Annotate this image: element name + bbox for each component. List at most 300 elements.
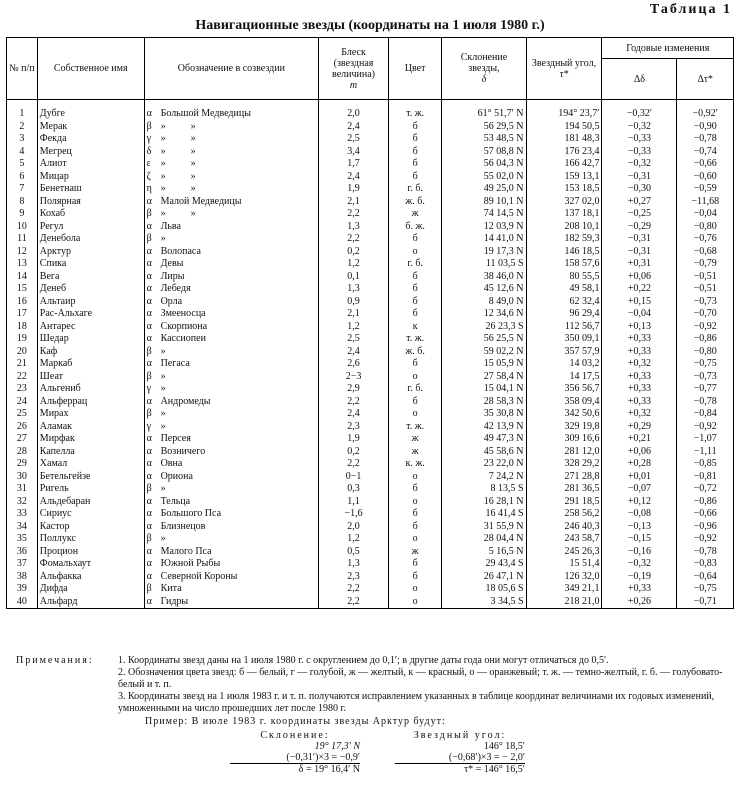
magnitude: 0−1 — [319, 471, 389, 484]
constellation: Льва — [160, 220, 181, 232]
sidereal-hour-angle: 245 26,3 — [526, 546, 602, 559]
row-number: 15 — [7, 283, 38, 296]
designation — [144, 371, 319, 384]
declination: 53 48,5 N — [442, 133, 526, 146]
designation — [144, 496, 319, 509]
star-name: Фомальхаут — [37, 558, 144, 571]
declination: 57 08,8 N — [442, 146, 526, 159]
table-row — [7, 458, 734, 471]
magnitude: 2,2 — [319, 208, 389, 221]
table-row — [7, 321, 734, 334]
magnitude: 2,9 — [319, 383, 389, 396]
row-number: 17 — [7, 308, 38, 321]
magnitude: 0,2 — [319, 446, 389, 459]
header-designation: Обозначение в созвездии — [144, 38, 319, 100]
designation — [144, 546, 319, 559]
greek-letter: β — [146, 120, 152, 132]
declination: 19 17,3 N — [442, 246, 526, 259]
row-number: 12 — [7, 246, 38, 259]
star-color: т. ж. — [388, 333, 441, 346]
declination: 8 13,5 S — [442, 483, 526, 496]
sidereal-hour-angle: 176 23,4 — [526, 146, 602, 159]
star-color: к. ж. — [388, 458, 441, 471]
designation — [144, 133, 319, 146]
star-name: Альфакка — [37, 571, 144, 584]
table-row — [7, 508, 734, 521]
magnitude: 2,2 — [319, 596, 389, 609]
star-name: Хамал — [37, 458, 144, 471]
greek-letter: α — [146, 520, 152, 532]
star-name: Альгениб — [37, 383, 144, 396]
table-row — [7, 408, 734, 421]
constellation: » — [160, 533, 166, 544]
star-color: г. б. — [388, 258, 441, 271]
row-number: 31 — [7, 483, 38, 496]
table-row — [7, 121, 734, 134]
constellation: » — [160, 483, 166, 494]
magnitude: 2,2 — [319, 583, 389, 596]
annual-d-tau: −0,60 — [677, 171, 734, 184]
declination: 14 41,0 N — [442, 233, 526, 246]
annual-d-delta: +0,32 — [602, 408, 677, 421]
declination: 11 03,5 S — [442, 258, 526, 271]
sidereal-hour-angle: 14 17,5 — [526, 371, 602, 384]
greek-letter: α — [146, 220, 152, 232]
star-color: г. б. — [388, 183, 441, 196]
designation — [144, 258, 319, 271]
table-row — [7, 208, 734, 221]
annual-d-delta: −0,15 — [602, 533, 677, 546]
declination: 26 47,1 N — [442, 571, 526, 584]
table-header — [7, 38, 734, 100]
table-row — [7, 246, 734, 259]
star-color: б — [388, 308, 441, 321]
annual-d-delta: +0,15 — [602, 296, 677, 309]
greek-letter: β — [146, 345, 152, 357]
table-row — [7, 233, 734, 246]
star-name: Кастор — [37, 521, 144, 534]
constellation: Большой Медведицы — [160, 108, 251, 119]
star-name: Бенетнаш — [37, 183, 144, 196]
annual-d-delta: +0,13 — [602, 321, 677, 334]
star-name: Альфард — [37, 596, 144, 609]
annual-d-delta: −0,04 — [602, 308, 677, 321]
annual-d-delta: +0,28 — [602, 458, 677, 471]
designation — [144, 358, 319, 371]
star-name: Аламак — [37, 421, 144, 434]
designation — [144, 171, 319, 184]
declination: 18 05,6 S — [442, 583, 526, 596]
annual-d-tau: −0,79 — [677, 258, 734, 271]
annual-d-tau: −0,92 — [677, 321, 734, 334]
constellation: Ориона — [160, 470, 193, 482]
table-row — [7, 521, 734, 534]
star-color: ж — [388, 433, 441, 446]
magnitude: 1,2 — [319, 321, 389, 334]
annual-d-tau: −0,92 — [677, 421, 734, 434]
row-number: 11 — [7, 233, 38, 246]
star-name: Денебола — [37, 233, 144, 246]
magnitude: 2,3 — [319, 421, 389, 434]
star-color: б — [388, 296, 441, 309]
star-name: Дифда — [37, 583, 144, 596]
row-number: 23 — [7, 383, 38, 396]
greek-letter: α — [146, 445, 152, 457]
designation — [144, 108, 319, 121]
greek-letter: α — [146, 295, 152, 307]
annual-d-tau: −0,59 — [677, 183, 734, 196]
example-decl-head: Склонение: — [260, 730, 330, 741]
annual-d-tau: −0,83 — [677, 558, 734, 571]
magnitude: 2,1 — [319, 308, 389, 321]
constellation: » » — [160, 183, 196, 194]
star-name: Альферрац — [37, 396, 144, 409]
greek-letter: α — [146, 258, 152, 269]
declination: 49 47,3 N — [442, 433, 526, 446]
annual-d-tau: −0,80 — [677, 221, 734, 234]
table-row — [7, 133, 734, 146]
declination: 15 04,1 N — [442, 383, 526, 396]
table-row — [7, 396, 734, 409]
header-annual: Годовые изменения — [602, 38, 734, 59]
annual-d-delta: +0,33 — [602, 396, 677, 409]
star-color: к — [388, 321, 441, 334]
annual-d-tau: −0,75 — [677, 358, 734, 371]
annual-d-tau: −0,86 — [677, 333, 734, 346]
designation — [144, 196, 319, 209]
table-row — [7, 283, 734, 296]
declination: 55 02,0 N — [442, 171, 526, 184]
declination: 16 41,4 S — [442, 508, 526, 521]
note-item: 1. Координаты звезд даны на 1 июля 1980 г. с округлением до 0,1′; в другие даты года они могут отличаться до 0,5′. — [118, 655, 609, 666]
annual-d-delta: −0,25 — [602, 208, 677, 221]
star-name: Полярная — [37, 196, 144, 209]
star-name: Регул — [37, 221, 144, 234]
row-number: 2 — [7, 121, 38, 134]
star-color: о — [388, 496, 441, 509]
star-color: б — [388, 133, 441, 146]
row-number: 6 — [7, 171, 38, 184]
row-number: 22 — [7, 371, 38, 384]
greek-letter: γ — [146, 383, 151, 394]
row-number: 33 — [7, 508, 38, 521]
header-declination-text: Склонение звезды, — [460, 52, 508, 74]
designation — [144, 521, 319, 534]
greek-letter: α — [146, 508, 152, 519]
star-color: б. ж. — [388, 221, 441, 234]
designation — [144, 446, 319, 459]
constellation: Персея — [160, 433, 191, 444]
annual-d-tau: −0,71 — [677, 596, 734, 609]
declination: 12 03,9 N — [442, 221, 526, 234]
constellation: Малого Пса — [160, 545, 212, 557]
row-number: 21 — [7, 358, 38, 371]
star-color: б — [388, 508, 441, 521]
annual-d-delta: +0,31 — [602, 258, 677, 271]
greek-letter: α — [146, 308, 152, 319]
sidereal-hour-angle: 194 50,5 — [526, 121, 602, 134]
declination: 45 58,6 N — [442, 446, 526, 459]
row-number: 20 — [7, 346, 38, 359]
sidereal-hour-angle: 112 56,7 — [526, 321, 602, 334]
annual-d-delta: +0,33 — [602, 383, 677, 396]
sidereal-hour-angle: 159 13,1 — [526, 171, 602, 184]
sidereal-hour-angle: 349 21,1 — [526, 583, 602, 596]
star-color: б — [388, 358, 441, 371]
constellation: Девы — [160, 258, 184, 269]
star-name: Алиот — [37, 158, 144, 171]
table-row — [7, 433, 734, 446]
annual-d-tau: −0,92 — [677, 533, 734, 546]
header-d-delta: Δδ — [602, 59, 677, 100]
annual-d-tau: −0,78 — [677, 133, 734, 146]
designation — [144, 271, 319, 284]
table-label: Таблица 1 — [649, 2, 732, 17]
row-number: 37 — [7, 558, 38, 571]
greek-letter: β — [146, 533, 152, 544]
example-sha-line1: 146° 18,5′ — [483, 741, 525, 752]
greek-letter: α — [146, 270, 152, 282]
annual-d-delta: −0,31 — [602, 233, 677, 246]
table-row — [7, 383, 734, 396]
annual-d-tau: −0,04 — [677, 208, 734, 221]
constellation: Лебедя — [160, 283, 191, 294]
greek-letter: α — [146, 495, 152, 507]
designation — [144, 458, 319, 471]
constellation: » » — [160, 133, 196, 144]
row-number: 35 — [7, 533, 38, 546]
constellation: Большого Пса — [160, 508, 222, 519]
annual-d-delta: −0,08 — [602, 508, 677, 521]
constellation: » — [160, 233, 166, 244]
magnitude: 0,3 — [319, 483, 389, 496]
star-name: Каф — [37, 346, 144, 359]
greek-letter: α — [146, 358, 152, 369]
header-color: Цвет — [388, 38, 441, 100]
table-row — [7, 271, 734, 284]
designation — [144, 246, 319, 259]
greek-letter: ζ — [146, 170, 151, 182]
sidereal-hour-angle: 327 02,0 — [526, 196, 602, 209]
annual-d-tau: −1,11 — [677, 446, 734, 459]
sidereal-hour-angle: 358 09,4 — [526, 396, 602, 409]
magnitude: 2,5 — [319, 133, 389, 146]
greek-letter: α — [146, 245, 152, 257]
sidereal-hour-angle: 329 19,8 — [526, 421, 602, 434]
annual-d-tau: −0,80 — [677, 346, 734, 359]
greek-letter: β — [146, 370, 152, 382]
declination: 59 02,2 N — [442, 346, 526, 359]
star-color: б — [388, 521, 441, 534]
star-color: ж — [388, 446, 441, 459]
designation — [144, 433, 319, 446]
annual-d-delta: −0,07 — [602, 483, 677, 496]
sidereal-hour-angle: 181 48,3 — [526, 133, 602, 146]
constellation: » » — [160, 170, 196, 182]
magnitude: 1,9 — [319, 433, 389, 446]
star-name: Мирфак — [37, 433, 144, 446]
constellation: Гидры — [160, 595, 189, 607]
declination: 28 04,4 N — [442, 533, 526, 546]
annual-d-tau: −0,96 — [677, 521, 734, 534]
annual-d-delta: −0,29 — [602, 221, 677, 234]
row-number: 25 — [7, 408, 38, 421]
annual-d-delta: +0,29 — [602, 421, 677, 434]
sidereal-hour-angle: 342 50,6 — [526, 408, 602, 421]
magnitude: 2,3 — [319, 571, 389, 584]
greek-letter: α — [146, 570, 152, 582]
sidereal-hour-angle: 281 12,0 — [526, 446, 602, 459]
annual-d-delta: −0,13 — [602, 521, 677, 534]
header-sha-sym: τ* — [559, 68, 569, 80]
star-color: о — [388, 533, 441, 546]
star-color: о — [388, 583, 441, 596]
declination: 5 16,5 N — [442, 546, 526, 559]
row-number: 26 — [7, 421, 38, 434]
magnitude: 2,2 — [319, 458, 389, 471]
designation — [144, 208, 319, 221]
sidereal-hour-angle: 126 32,0 — [526, 571, 602, 584]
star-color: б — [388, 558, 441, 571]
greek-letter: α — [146, 195, 152, 207]
header-declination-sym: δ — [481, 74, 487, 85]
constellation: » — [160, 370, 166, 382]
sidereal-hour-angle: 166 42,7 — [526, 158, 602, 171]
sidereal-hour-angle: 62 32,4 — [526, 296, 602, 309]
sidereal-hour-angle: 243 58,7 — [526, 533, 602, 546]
annual-d-delta: +0,33 — [602, 333, 677, 346]
sidereal-hour-angle: 158 57,6 — [526, 258, 602, 271]
star-name: Фекда — [37, 133, 144, 146]
star-name: Сириус — [37, 508, 144, 521]
row-number: 30 — [7, 471, 38, 484]
constellation: Овна — [160, 458, 183, 469]
magnitude: 2,4 — [319, 171, 389, 184]
star-name: Рас-Альхаге — [37, 308, 144, 321]
sidereal-hour-angle: 350 09,1 — [526, 333, 602, 346]
annual-d-tau: −0,70 — [677, 308, 734, 321]
row-number: 24 — [7, 396, 38, 409]
declination: 42 13,9 N — [442, 421, 526, 434]
example-title: Пример: В июле 1983 г. координаты звезды Арктур будут: — [145, 716, 446, 727]
star-color: ж — [388, 546, 441, 559]
sidereal-hour-angle: 218 21,0 — [526, 596, 602, 609]
declination: 74 14,5 N — [442, 208, 526, 221]
declination: 7 24,2 N — [442, 471, 526, 484]
star-color: б — [388, 146, 441, 159]
row-number: 9 — [7, 208, 38, 221]
header-name: Собственное имя — [37, 38, 144, 100]
row-number: 38 — [7, 571, 38, 584]
greek-letter: δ — [146, 145, 152, 157]
declination: 45 12,6 N — [442, 283, 526, 296]
sidereal-hour-angle: 328 29,2 — [526, 458, 602, 471]
magnitude: 2,0 — [319, 108, 389, 121]
annual-d-tau: −0,86 — [677, 496, 734, 509]
annual-d-delta: −0,32 — [602, 158, 677, 171]
magnitude: 1,1 — [319, 496, 389, 509]
row-number: 19 — [7, 333, 38, 346]
declination: 8 49,0 N — [442, 296, 526, 309]
constellation: » » — [160, 120, 196, 132]
declination: 15 05,9 N — [442, 358, 526, 371]
designation — [144, 158, 319, 171]
table-row — [7, 571, 734, 584]
designation — [144, 221, 319, 234]
sidereal-hour-angle: 309 16,6 — [526, 433, 602, 446]
declination: 26 23,3 S — [442, 321, 526, 334]
annual-d-delta: −0,31 — [602, 246, 677, 259]
star-color: о — [388, 246, 441, 259]
annual-d-delta: +0,27 — [602, 196, 677, 209]
page-title: Навигационные звезды (координаты на 1 июля 1980 г.) — [195, 18, 545, 33]
sidereal-hour-angle: 271 28,8 — [526, 471, 602, 484]
constellation: » — [160, 408, 166, 419]
table-row — [7, 558, 734, 571]
magnitude: 1,3 — [319, 283, 389, 296]
star-name: Мерак — [37, 121, 144, 134]
magnitude: 1,2 — [319, 533, 389, 546]
sidereal-hour-angle: 246 40,3 — [526, 521, 602, 534]
designation — [144, 596, 319, 609]
star-color: т. ж. — [388, 108, 441, 121]
magnitude: 1,7 — [319, 158, 389, 171]
declination: 28 58,3 N — [442, 396, 526, 409]
magnitude: 0,5 — [319, 546, 389, 559]
magnitude: 2,4 — [319, 121, 389, 134]
annual-d-tau: −0,51 — [677, 271, 734, 284]
table-row — [7, 358, 734, 371]
annual-d-delta: +0,21 — [602, 433, 677, 446]
designation — [144, 583, 319, 596]
row-number: 36 — [7, 546, 38, 559]
table-row — [7, 108, 734, 121]
star-name: Дубге — [37, 108, 144, 121]
magnitude: 2−3 — [319, 371, 389, 384]
header-d-tau: Δτ* — [677, 59, 734, 100]
star-name: Шедар — [37, 333, 144, 346]
constellation: » — [160, 420, 166, 432]
star-name: Вега — [37, 271, 144, 284]
row-number: 13 — [7, 258, 38, 271]
designation — [144, 146, 319, 159]
greek-letter: α — [146, 283, 152, 294]
annual-d-delta: −0,32 — [602, 121, 677, 134]
star-name: Маркаб — [37, 358, 144, 371]
row-number: 5 — [7, 158, 38, 171]
table-row — [7, 158, 734, 171]
designation — [144, 558, 319, 571]
star-name: Денеб — [37, 283, 144, 296]
annual-d-tau: −0,66 — [677, 158, 734, 171]
magnitude: 1,3 — [319, 558, 389, 571]
designation — [144, 183, 319, 196]
designation — [144, 346, 319, 359]
sidereal-hour-angle: 146 18,5 — [526, 246, 602, 259]
example-sha-result: τ* = 146° 16,5′ — [464, 764, 525, 775]
magnitude: 0,2 — [319, 246, 389, 259]
designation — [144, 121, 319, 134]
annual-d-tau: −0,74 — [677, 146, 734, 159]
magnitude: −1,6 — [319, 508, 389, 521]
constellation: Кассиопеи — [160, 333, 206, 344]
greek-letter: α — [146, 470, 152, 482]
star-name: Мицар — [37, 171, 144, 184]
designation — [144, 296, 319, 309]
constellation: » » — [160, 158, 196, 169]
declination: 56 25,5 N — [442, 333, 526, 346]
row-number: 28 — [7, 446, 38, 459]
